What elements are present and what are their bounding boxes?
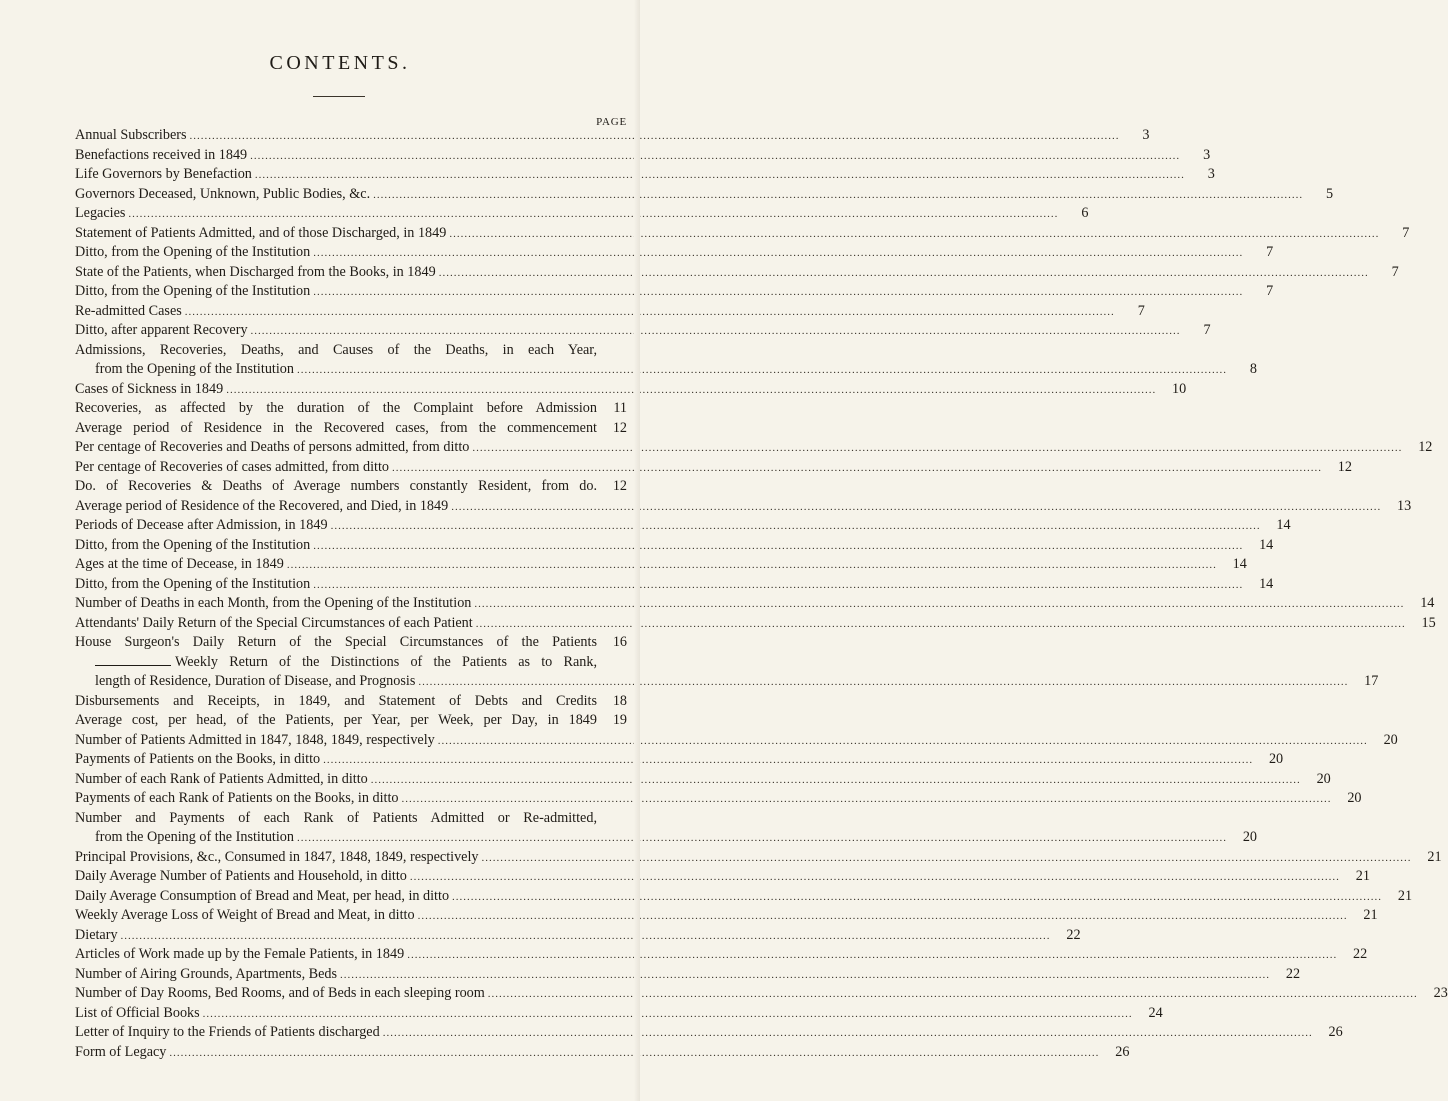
- toc-line: [75, 965, 1301, 985]
- toc-line: [75, 867, 1370, 887]
- toc-page-number: 14: [1259, 575, 1274, 592]
- toc-page-number: 22: [1285, 965, 1301, 982]
- toc-entry: [75, 536, 1274, 556]
- toc-line: [75, 809, 627, 829]
- toc-entry-title: Average period of Residence in the Recovered cases, from the commencement: [75, 419, 597, 436]
- toc-page-number: 5: [1326, 185, 1334, 202]
- toc-line: [75, 731, 1398, 751]
- toc-line: [75, 146, 1211, 166]
- toc-entry-title: Number of Patients Admitted in 1847, 1848, 1849, respectively: [75, 731, 435, 748]
- toc-entry-title: Recoveries, as affected by the duration of the Complaint before Admission: [75, 400, 597, 416]
- dot-leader: [294, 829, 1227, 849]
- toc-entry-title: Statement of Patients Admitted, and of those Discharged, in 1849: [75, 224, 447, 241]
- toc-entry: [75, 770, 1331, 790]
- toc-entry: [75, 614, 1436, 634]
- toc-entry: [75, 965, 1301, 985]
- toc-entry-title: length of Residence, Duration of Disease, and Prognosis: [95, 673, 416, 689]
- toc-line: [75, 692, 627, 712]
- toc-entry: [75, 945, 1368, 965]
- dot-leader: [380, 1024, 1313, 1044]
- toc-entry-title: Ditto, after apparent Recovery: [75, 322, 248, 338]
- toc-page-number: 11: [613, 400, 627, 416]
- toc-entry: [75, 282, 1274, 302]
- toc-line: [75, 243, 1274, 263]
- dot-leader: [368, 771, 1301, 791]
- dot-leader: [320, 751, 1253, 771]
- toc-page-number: 20: [1347, 790, 1362, 806]
- toc-page-number: 20: [1383, 731, 1398, 748]
- toc-entry: [75, 750, 1284, 770]
- toc-page-number: 22: [1353, 946, 1368, 962]
- toc-line: [75, 1004, 1163, 1024]
- toc-line: [75, 926, 1081, 946]
- toc-entry-title: Periods of Decease after Admission, in 1849: [75, 517, 328, 533]
- toc-entry-title: Weekly Return of the Distinctions of the Patients as to Rank,: [175, 653, 597, 670]
- dot-leader: [223, 381, 1156, 401]
- toc-entry: [75, 165, 1215, 185]
- dot-leader: [166, 1044, 1099, 1064]
- toc-page-number: 21: [1355, 868, 1370, 884]
- toc-entry: [75, 731, 1398, 751]
- toc-entry-title: Ditto, from the Opening of the Institution: [75, 536, 311, 553]
- toc-line: [75, 438, 1433, 458]
- dot-leader: [435, 732, 1368, 752]
- toc-entry: [75, 146, 1211, 166]
- toc-entry-title: State of the Patients, when Discharged from the Books, in 1849: [75, 263, 436, 280]
- toc-entry: [75, 594, 1435, 614]
- toc-entry: [75, 867, 1370, 887]
- dot-leader: [436, 264, 1369, 284]
- toc-entry: [75, 341, 1257, 380]
- toc-entry-title: Re-admitted Cases: [75, 302, 182, 319]
- toc-line: [75, 282, 1274, 302]
- toc-line: [75, 126, 1150, 146]
- toc-line: [75, 458, 1352, 478]
- title-rule: [313, 96, 365, 97]
- toc-entry-title: Articles of Work made up by the Female Patients, in 1849: [75, 946, 405, 962]
- toc-entry-title: Principal Provisions, &c., Consumed in 1847, 1848, 1849, respectively: [75, 848, 479, 865]
- toc-line: [75, 594, 1435, 614]
- toc-line: [75, 555, 1247, 575]
- toc-entry: [75, 1043, 1130, 1063]
- dot-leader: [247, 147, 1180, 167]
- toc-page-number: 7: [1402, 224, 1410, 241]
- toc-entry: [75, 399, 627, 419]
- toc-entry-title: Dietary: [75, 926, 118, 943]
- dot-leader: [479, 849, 1412, 869]
- toc-entry: [75, 243, 1274, 263]
- toc-page-number: 22: [1066, 926, 1081, 943]
- dot-leader: [404, 946, 1337, 966]
- dot-leader: [415, 907, 1348, 927]
- toc-entry-title: Number of Airing Grounds, Apartments, Beds: [75, 965, 338, 982]
- toc-entry: [75, 497, 1412, 517]
- dot-leader: [118, 927, 1051, 947]
- toc-entry: [75, 692, 627, 712]
- dot-leader: [446, 225, 1379, 245]
- toc-entry: [75, 458, 1352, 478]
- toc-entry: [75, 848, 1442, 868]
- toc-page-number: 14: [1259, 536, 1274, 553]
- toc-entry: [75, 789, 1362, 809]
- toc-line: [75, 321, 1211, 341]
- toc-entry-title: Attendants' Daily Return of the Special Circumstances of each Patient: [75, 614, 473, 631]
- toc-entry-title: Payments of each Rank of Patients on the Books, in ditto: [75, 790, 399, 806]
- toc-entry-title: Number and Payments of each Rank of Patients Admitted or Re-admitted,: [75, 809, 597, 826]
- toc-line: [75, 750, 1284, 770]
- toc-page-number: 16: [612, 634, 627, 650]
- toc-entry-title: Benefactions received in 1849: [75, 146, 248, 163]
- dot-leader: [407, 868, 1340, 888]
- dot-leader: [370, 186, 1303, 206]
- toc-entry: [75, 380, 1187, 400]
- toc-line: [75, 770, 1331, 790]
- toc-entry: [75, 263, 1399, 283]
- dot-leader: [182, 303, 1115, 323]
- toc-page-number: 10: [1172, 380, 1187, 397]
- dot-leader: [449, 888, 1382, 908]
- toc-entry-title: Ages at the time of Decease, in 1849: [75, 556, 284, 572]
- toc-page-number: 20: [1268, 751, 1284, 767]
- toc-entry-title: Governors Deceased, Unknown, Public Bodies, &c.: [75, 185, 371, 202]
- toc-page-number: 21: [1397, 887, 1413, 904]
- toc-entry-title: Letter of Inquiry to the Friends of Patients discharged: [75, 1024, 380, 1040]
- dot-leader: [328, 517, 1261, 537]
- toc-entry-title: Number of Day Rooms, Bed Rooms, and of Beds in each sleeping room: [75, 985, 485, 1001]
- toc-entry-title: Life Governors by Benefaction: [75, 166, 252, 182]
- toc-page-number: 21: [1427, 848, 1442, 865]
- toc-line: [75, 906, 1378, 926]
- toc-entry: [75, 809, 1257, 848]
- toc-page-number: 7: [1391, 263, 1399, 280]
- dot-leader: [471, 595, 1404, 615]
- dot-leader: [310, 283, 1243, 303]
- toc-page-number: 26: [1115, 1043, 1130, 1060]
- toc-page-number: 7: [1266, 244, 1274, 260]
- dot-leader: [310, 537, 1243, 557]
- toc-line: [75, 945, 1368, 965]
- toc-line: [75, 165, 1215, 185]
- toc-page-number: 12: [612, 419, 627, 436]
- toc-line: [75, 1043, 1130, 1063]
- toc-line: [75, 204, 1089, 224]
- dot-leader: [252, 166, 1185, 186]
- dot-leader: [399, 790, 1332, 810]
- toc-page-number: 18: [612, 692, 627, 709]
- toc-entry: [75, 575, 1274, 595]
- toc-page-number: 19: [612, 712, 627, 728]
- toc-line: [75, 341, 627, 361]
- dot-leader: [294, 361, 1227, 381]
- toc-page-number: 14: [1276, 517, 1291, 533]
- dot-leader: [200, 1005, 1133, 1025]
- toc-line: [75, 848, 1442, 868]
- toc-page-number: 12: [612, 478, 627, 494]
- page-column-heading: PAGE: [596, 116, 627, 128]
- toc-entry: [75, 516, 1291, 536]
- toc-entry: [75, 633, 627, 653]
- toc-line: [75, 263, 1399, 283]
- toc-entry: [75, 204, 1089, 224]
- toc-page-number: 8: [1249, 361, 1257, 377]
- toc-line: [75, 536, 1274, 556]
- toc-line: [75, 984, 1448, 1004]
- toc-line: [75, 399, 627, 419]
- toc-entry: [75, 887, 1413, 907]
- toc-page-number: 14: [1420, 595, 1435, 611]
- toc-page-number: 26: [1328, 1024, 1343, 1040]
- toc-entry: [75, 926, 1081, 946]
- toc-line: [75, 419, 627, 439]
- dot-leader: [485, 985, 1418, 1005]
- toc-entry-title: Average cost, per head, of the Patients, per Year, per Week, per Day, in 1849: [75, 712, 597, 728]
- toc-entry-title: Average period of Residence of the Recovered, and Died, in 1849: [75, 497, 449, 514]
- toc-entry: [75, 1023, 1343, 1043]
- toc-entry: [75, 302, 1145, 322]
- dot-leader: [337, 966, 1270, 986]
- toc-entry-title: Number of Deaths in each Month, from the Opening of the Institution: [75, 595, 472, 611]
- toc-line: [75, 672, 1379, 692]
- toc-page-number: 7: [1203, 322, 1211, 338]
- dot-leader: [310, 576, 1243, 596]
- toc-entry-title: Number of each Rank of Patients Admitted, in ditto: [75, 770, 368, 787]
- toc-entry-title: Payments of Patients on the Books, in ditto: [75, 751, 321, 767]
- toc-line: [75, 653, 627, 673]
- toc-entry-title: Daily Average Consumption of Bread and Meat, per head, in ditto: [75, 887, 450, 904]
- toc-line: [75, 828, 1257, 848]
- dot-leader: [473, 615, 1406, 635]
- toc-entry-title: Daily Average Number of Patients and Household, in ditto: [75, 868, 407, 884]
- toc-page-number: 12: [1418, 439, 1433, 455]
- toc-entry: [75, 321, 1211, 341]
- toc-entry: [75, 1004, 1163, 1024]
- toc-entry: [75, 126, 1150, 146]
- toc-page-number: 7: [1266, 283, 1274, 299]
- toc-entry: [75, 906, 1378, 926]
- dot-leader: [389, 459, 1322, 479]
- toc-page-number: 14: [1232, 556, 1247, 572]
- toc-page-number: 13: [1397, 497, 1412, 514]
- toc-page-number: 20: [1242, 829, 1257, 845]
- toc-page-number: 21: [1363, 907, 1378, 923]
- toc-entry: [75, 185, 1334, 205]
- toc-entry-title: Ditto, from the Opening of the Institution: [75, 244, 311, 260]
- toc-line: [75, 185, 1334, 205]
- toc-entry-title: House Surgeon's Daily Return of the Special Circumstances of the Patients: [75, 634, 597, 650]
- dot-leader: [284, 556, 1217, 576]
- toc-line: [75, 789, 1362, 809]
- toc-entry-title: List of Official Books: [75, 1004, 200, 1021]
- toc-line: [75, 477, 627, 497]
- toc-line: [75, 887, 1413, 907]
- table-of-contents: [75, 126, 1448, 1062]
- toc-entry: [75, 224, 1410, 244]
- toc-entry-title: Legacies: [75, 205, 126, 221]
- toc-page-number: 3: [1203, 146, 1211, 163]
- toc-entry-title: Per centage of Recoveries and Deaths of persons admitted, from ditto: [75, 439, 470, 455]
- toc-page-number: 23: [1433, 985, 1448, 1001]
- toc-page-number: 24: [1148, 1004, 1163, 1021]
- toc-line: [75, 575, 1274, 595]
- toc-entry-title: Admissions, Recoveries, Deaths, and Causes of the Deaths, in each Year,: [75, 341, 597, 358]
- toc-page-number: 6: [1081, 205, 1089, 221]
- toc-entry: [75, 438, 1433, 458]
- toc-line: [75, 497, 1412, 517]
- toc-page-number: 3: [1207, 166, 1215, 182]
- toc-entry-title: Form of Legacy: [75, 1043, 167, 1060]
- toc-page-number: 20: [1316, 770, 1331, 787]
- ditto-dash: [95, 665, 171, 666]
- toc-entry-title: Annual Subscribers: [75, 127, 187, 143]
- toc-page-number: 7: [1137, 302, 1145, 319]
- toc-page-number: 15: [1421, 614, 1436, 631]
- toc-entry: [75, 653, 1379, 692]
- toc-entry: [75, 477, 627, 497]
- toc-entry-title: Ditto, from the Opening of the Institution: [75, 575, 311, 592]
- toc-entry-title: Disbursements and Receipts, in 1849, and Statement of Debts and Credits: [75, 692, 597, 709]
- toc-page-number: 17: [1364, 673, 1379, 689]
- toc-page-number: 12: [1337, 458, 1352, 475]
- toc-entry-title: Do. of Recoveries & Deaths of Average numbers constantly Resident, from do.: [75, 478, 597, 494]
- toc-entry-title: from the Opening of the Institution: [95, 361, 294, 377]
- toc-entry: [75, 419, 627, 439]
- toc-line: [75, 224, 1410, 244]
- page-edge: [634, 0, 640, 1101]
- toc-line: [75, 633, 627, 653]
- dot-leader: [187, 127, 1120, 147]
- dot-leader: [448, 498, 1381, 518]
- toc-line: [75, 302, 1145, 322]
- toc-entry: [75, 711, 627, 731]
- toc-entry: [75, 555, 1247, 575]
- toc-entry-title: from the Opening of the Institution: [95, 829, 294, 845]
- dot-leader: [469, 439, 1402, 459]
- toc-line: [75, 1023, 1343, 1043]
- toc-entry-title: Per centage of Recoveries of cases admitted, from ditto: [75, 458, 389, 475]
- toc-line: [75, 380, 1187, 400]
- toc-entry-title: Cases of Sickness in 1849: [75, 380, 224, 397]
- dot-leader: [415, 673, 1348, 693]
- dot-leader: [310, 244, 1243, 264]
- toc-entry-title: Ditto, from the Opening of the Institution: [75, 283, 311, 299]
- toc-page-number: 3: [1142, 127, 1150, 143]
- dot-leader: [248, 322, 1181, 342]
- toc-line: [75, 614, 1436, 634]
- dot-leader: [125, 205, 1058, 225]
- toc-line: [75, 360, 1257, 380]
- toc-line: [75, 516, 1291, 536]
- toc-line: [75, 711, 627, 731]
- page-title: CONTENTS.: [269, 52, 411, 74]
- toc-entry-title: Weekly Average Loss of Weight of Bread and Meat, in ditto: [75, 907, 415, 923]
- toc-entry: [75, 984, 1448, 1004]
